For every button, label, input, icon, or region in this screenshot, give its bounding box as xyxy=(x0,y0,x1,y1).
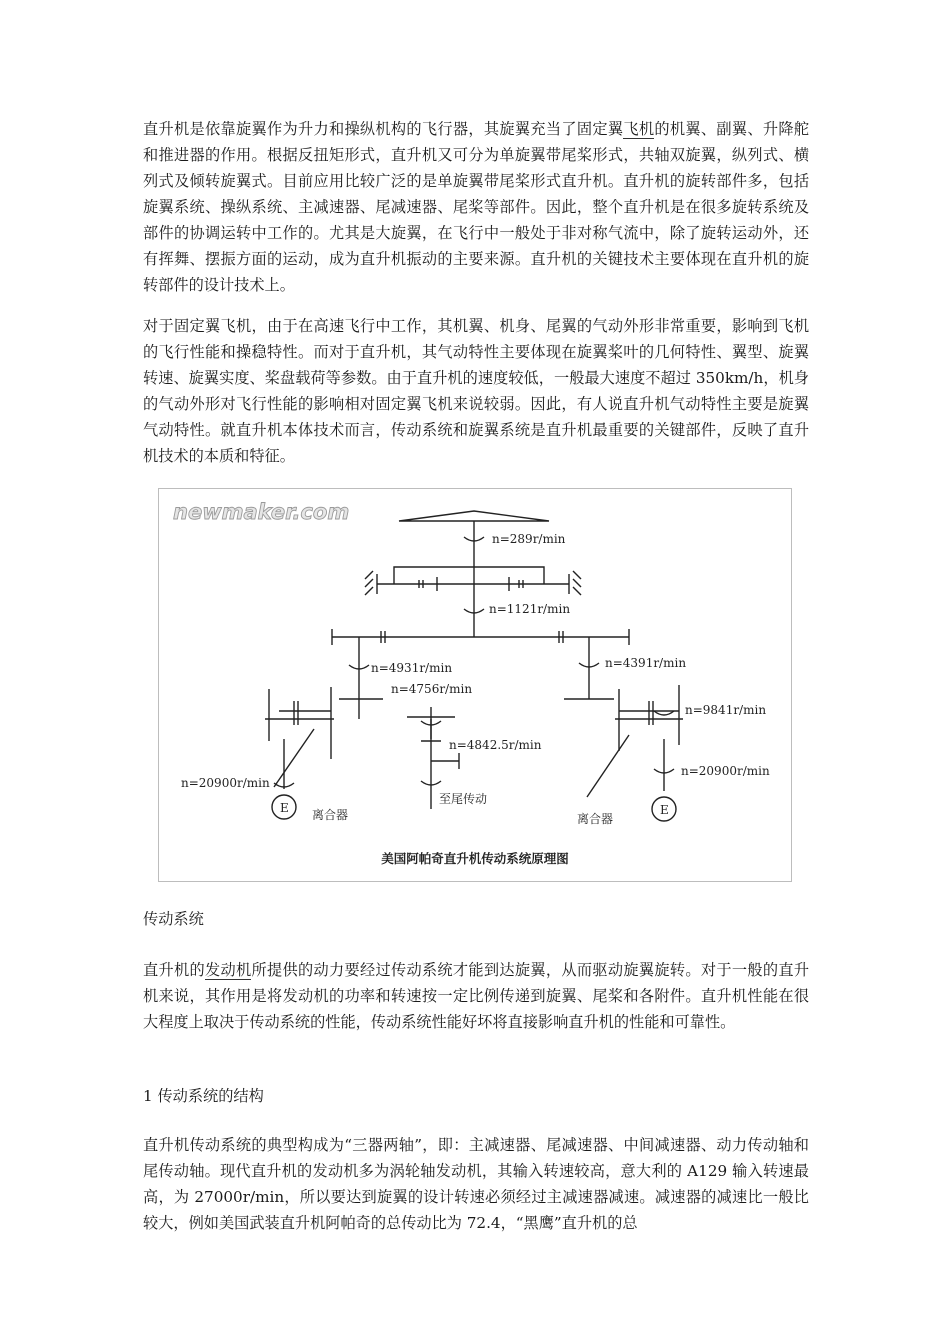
section-heading-transmission: 传动系统 xyxy=(143,910,204,928)
paragraph-aerodynamics: 对于固定翼飞机，由于在高速飞行中工作，其机翼、机身、尾翼的气动外形非常重要，影响到飞机的飞行性能和操稳特性。而对于直升机，其气动特性主要体现在旋翼桨叶的几何特性、翼型、旋翼转速、旋翼实度、桨盘载荷等参数。由于直升机的速度较低，一般最大速度不超过 350km/h，机身的气动外形对飞行性能的影响相对固定翼飞机来说较弱。因此，有人说直升机气动特性主要是旋翼气动特性。就直升机本体技术而言，传动系统和旋翼系统是直升机最重要的关键部件，反映了直升机技术的本质和特征。 xyxy=(143,317,809,465)
transmission-diagram xyxy=(159,489,791,881)
label-right-engine-speed: n=20900r/min xyxy=(681,764,770,778)
label-clutch-right: 离合器 xyxy=(577,812,614,826)
paragraph-text: 的机翼、副翼、升降舵和推进器的作用。根据反扭矩形式，直升机又可分为单旋翼带尾桨形式，共轴双旋翼，纵列式、横列式及倾转旋翼式。目前应用比较广泛的是单旋翼带尾桨形式直升机。直升机的旋转部件多，包括旋翼系统、操纵系统、主减速器、尾减速器、尾桨等部件。因此，整个直升机是在很多旋转系统及部件的协调运转中工作的。尤其是大旋翼，在飞行中一般处于非对称气流中，除了旋转运动外，还有挥舞、摆振方面的运动，成为直升机振动的主要来源。直升机的关键技术主要体现在直升机的旋转部件的设计技术上。 xyxy=(143,120,810,294)
label-clutch-left: 离合器 xyxy=(312,808,349,822)
paragraph-text: 所提供的动力要经过传动系统才能到达旋翼，从而驱动旋翼旋转。对于一般的直升机来说，其作用是将发动机的功率和转速按一定比例传递到旋翼、尾桨和各附件。直升机性能在很大程度上取决于传动系统的性能，传动系统性能好坏将直接影响直升机的性能和可靠性。 xyxy=(143,961,810,1031)
paragraph-intro xyxy=(143,116,809,298)
label-right-input-speed: n=4391r/min xyxy=(605,656,687,670)
rotor-blade xyxy=(399,511,549,521)
label-left-input-speed: n=4931r/min xyxy=(371,661,453,675)
label-to-tail-drive: 至尾传动 xyxy=(439,792,488,806)
transmission-diagram-figure xyxy=(158,488,792,882)
airplane-link[interactable]: 飞机 xyxy=(623,120,655,138)
label-rotor-speed: n=289r/min xyxy=(492,532,566,546)
planetary-carrier xyxy=(394,567,544,584)
label-left-engine-speed: n=20900r/min xyxy=(181,776,270,790)
label-right-mid-speed: n=9841r/min xyxy=(685,703,767,717)
watermark: newmaker.com xyxy=(173,500,350,524)
paragraph-transmission xyxy=(143,957,809,1035)
paragraph-text: 直升机的 xyxy=(143,961,205,979)
label-left-mid-speed: n=4756r/min xyxy=(391,682,473,696)
paragraph-text: 直升机是依靠旋翼作为升力和操纵机构的飞行器，其旋翼充当了固定翼 xyxy=(143,120,624,138)
label-engine-right: E xyxy=(660,803,669,817)
label-engine-left: E xyxy=(280,801,289,815)
section-heading-structure: 1 传动系统的结构 xyxy=(143,1087,264,1105)
figure-caption: 美国阿帕奇直升机传动系统原理图 xyxy=(381,851,569,866)
label-tail-speed: n=4842.5r/min xyxy=(449,738,542,752)
engine-link[interactable]: 发动机 xyxy=(204,961,252,979)
label-main-shaft-speed: n=1121r/min xyxy=(489,602,571,616)
paragraph-structure: 直升机传动系统的典型构成为“三器两轴”，即：主减速器、尾减速器、中间减速器、动力传动轴和尾传动轴。现代直升机的发动机多为涡轮轴发动机，其输入转速较高，意大利的 A129 输入转速最高，为 27000r/min，所以要达到旋翼的设计转速必须经过主减速器减速。减速器的减速比一般比较大，例如美国武装直升机阿帕奇的总传动比为 72.4，“黑鹰”直升机的总 xyxy=(143,1136,809,1232)
